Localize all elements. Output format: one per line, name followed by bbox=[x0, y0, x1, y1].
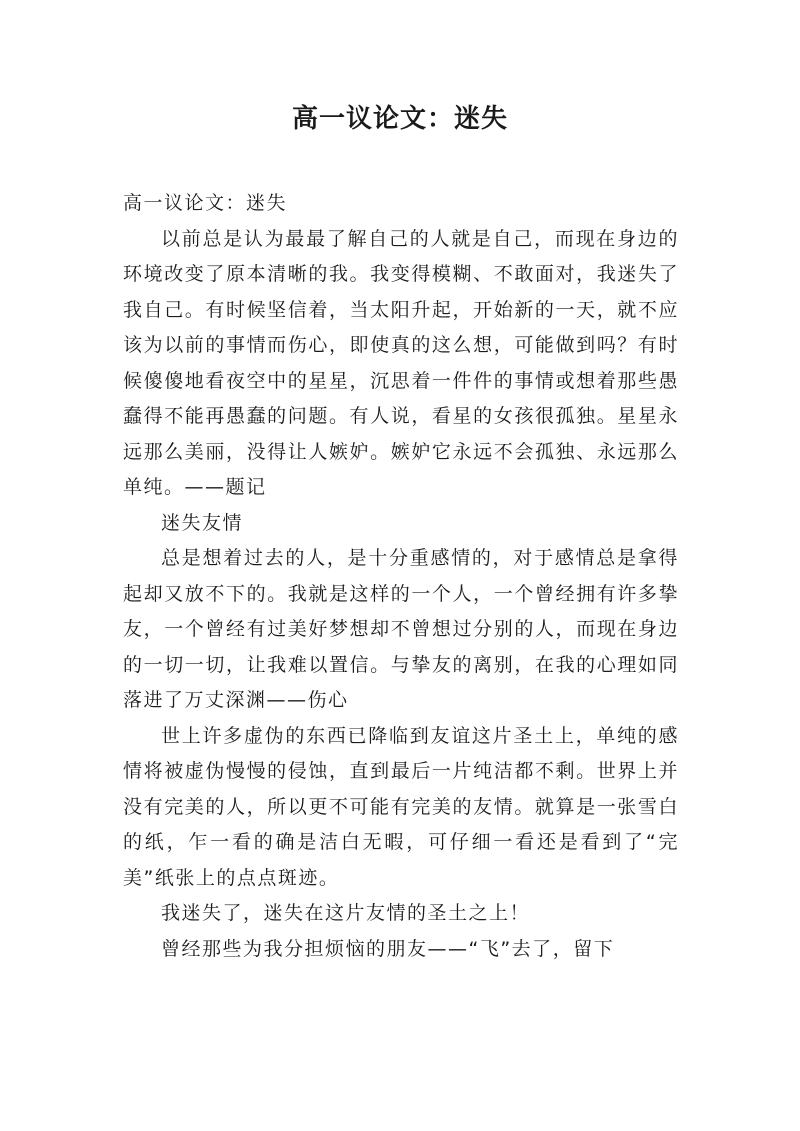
paragraph: 我迷失了，迷失在这片友情的圣土之上！ bbox=[161, 902, 531, 924]
paragraph: 世上许多虚伪的东西已降临到友谊这片圣土上，单纯的感情将被虚伪慢慢的侵蚀，直到最后一片纯洁都不剩。世界上并没有完美的人，所以更不可能有完美的友情。就算是一张雪白的纸，乍一看的确是洁白无暇，可仔细一看还是看到了“完美”纸张上的点点斑迹。 bbox=[123, 724, 679, 889]
document-body bbox=[123, 186, 679, 967]
paragraph-preface: 以前总是认为最最了解自己的人就是自己，而现在身边的环境改变了原本清晰的我。我变得模糊、不敢面对，我迷失了我自己。有时候坚信着，当太阳升起，开始新的一天，就不应该为以前的事情而伤心，即使真的这么想，可能做到吗？有时候傻傻地看夜空中的星星，沉思着一件件的事情或想着那些愚蠢得不能再愚蠢的问题。有人说，看星的女孩很孤独。星星永远那么美丽，没得让人嫉妒。嫉妒它永远不会孤独、永远那么单纯。——题记 bbox=[123, 227, 679, 498]
paragraph: 总是想着过去的人，是十分重感情的，对于感情总是拿得起却又放不下的。我就是这样的一个人，一个曾经拥有许多挚友，一个曾经有过美好梦想却不曾想过分别的人，而现在身边的一切一切，让我难以置信。与挚友的离别，在我的心理如同落进了万丈深渊——伤心 bbox=[123, 547, 679, 711]
subtitle-line: 高一议论文：迷失 bbox=[123, 192, 288, 214]
section-heading: 迷失友情 bbox=[161, 511, 244, 534]
document-title: 高一议论文：迷失 bbox=[291, 104, 508, 134]
paragraph: 曾经那些为我分担烦恼的朋友——“飞”去了，留下 bbox=[161, 937, 615, 960]
